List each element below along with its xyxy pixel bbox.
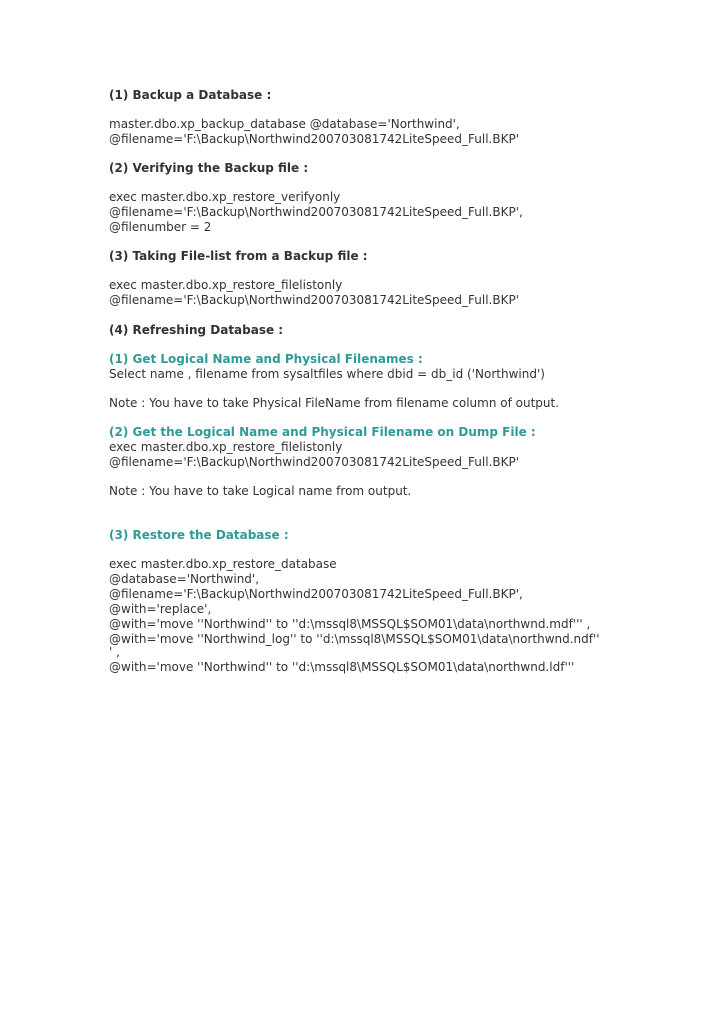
code-line: @with='move ''Northwind_log'' to ''d:\mssql8\MSSQL$SOM01\data\northwnd.ndf'' [109,632,600,646]
section-heading-filelist: (3) Taking File-list from a Backup file : [109,249,368,263]
code-line: @filename='F:\Backup\Northwind200703081742LiteSpeed_Full.BKP', [109,205,523,219]
subsection-heading-step1: (1) Get Logical Name and Physical Filenames : [109,352,423,366]
section-heading-refresh: (4) Refreshing Database : [109,323,284,337]
note-text: Note : You have to take Logical name from output. [109,484,412,498]
code-line: exec master.dbo.xp_restore_database [109,557,337,571]
code-line: ' , [109,645,120,659]
code-line: @with='replace', [109,602,212,616]
code-line: @database='Northwind', [109,572,260,586]
note-text: Note : You have to take Physical FileName from filename column of output. [109,396,560,410]
code-line: @filename='F:\Backup\Northwind200703081742LiteSpeed_Full.BKP' [109,293,519,307]
code-line: @filename='F:\Backup\Northwind200703081742LiteSpeed_Full.BKP' [109,455,519,469]
subsection-heading-step3: (3) Restore the Database : [109,528,289,542]
section-heading-verify: (2) Verifying the Backup file : [109,161,309,175]
code-line: @filename='F:\Backup\Northwind200703081742LiteSpeed_Full.BKP' [109,132,519,146]
section-heading-backup: (1) Backup a Database : [109,88,272,102]
code-line: @filename='F:\Backup\Northwind200703081742LiteSpeed_Full.BKP', [109,587,523,601]
code-line: Select name , filename from sysaltfiles where dbid = db_id ('Northwind') [109,367,545,381]
code-line: @filenumber = 2 [109,220,212,234]
code-line: @with='move ''Northwind'' to ''d:\mssql8\MSSQL$SOM01\data\northwnd.ldf''' [109,660,575,674]
code-line: @with='move ''Northwind'' to ''d:\mssql8\MSSQL$SOM01\data\northwnd.mdf''' , [109,617,591,631]
subsection-heading-step2: (2) Get the Logical Name and Physical Filename on Dump File : [109,425,536,439]
code-line: exec master.dbo.xp_restore_filelistonly [109,440,343,454]
code-line: master.dbo.xp_backup_database @database='Northwind', [109,117,460,131]
code-line: exec master.dbo.xp_restore_filelistonly [109,278,343,292]
code-line: exec master.dbo.xp_restore_verifyonly [109,190,341,204]
